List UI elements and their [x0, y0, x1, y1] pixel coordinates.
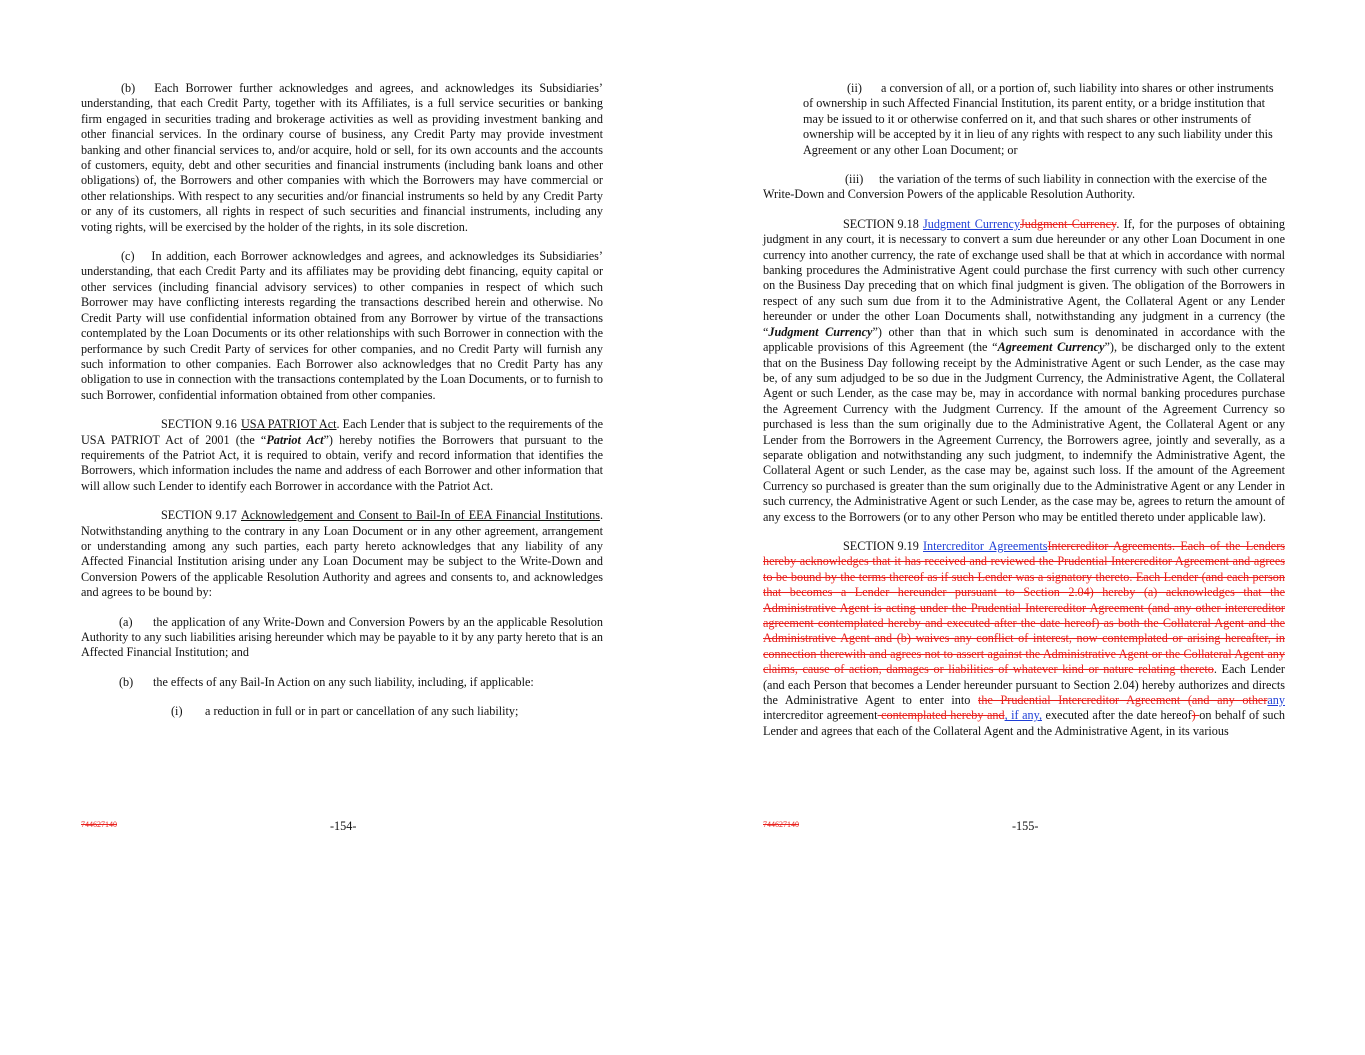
item-text: the application of any Write-Down and Conversion Powers by an the applicable Resolution Authority to any such liabilities arising hereunder which may be payable to it by any party hereto that is an Affected Financial Institution; and [81, 614, 603, 660]
deleted-text: contemplated hereby and [877, 708, 1005, 723]
section-number: SECTION 9.17 [161, 508, 237, 523]
item-label: (b) [119, 674, 134, 689]
inserted-title: Intercreditor Agreements [923, 538, 1048, 553]
section-9-16 [81, 417, 603, 494]
item-a [81, 615, 603, 661]
section-title: USA PATRIOT Act [241, 417, 337, 432]
section-number: SECTION 9.16 [161, 417, 237, 432]
inserted-title: Judgment Currency [923, 216, 1021, 231]
item-label: (ii) [847, 81, 862, 95]
deleted-text: ) [1191, 708, 1200, 723]
item-text: the effects of any Bail-In Action on any such liability, including, if applicable: [153, 674, 534, 689]
item-text: the variation of the terms of such liability in connection with the exercise of the Write-Down and Conversion Powers of the applicable Resolution Authority. [763, 172, 1267, 202]
section-9-18 [763, 217, 1285, 525]
section-text: on behalf of such Lender and agrees that each of the Collateral Agent and the Administrative Agent, in its various [763, 708, 1286, 738]
page-154 [0, 0, 682, 1055]
section-text: . Each Lender that is subject to the requirements of the USA PATRIOT Act of 2001 (the “ [81, 417, 604, 447]
item-label: (iii) [845, 172, 864, 187]
section-9-19 [763, 539, 1285, 739]
page-155 [682, 0, 1365, 1055]
deleted-text: the Prudential Intercreditor Agreement (and any other [977, 693, 1268, 708]
item-text: a conversion of all, or a portion of, such liability into shares or other instruments of ownership in such Affected Financial Institution, its parent entity, or a bridge institution that may be issued to it or otherwise conferred on it, and that such shares or other instruments of ownership will be accepted by it in lieu of any rights with respect to any such liability under this Agreement or any other Loan Document; or [803, 81, 1274, 157]
section-text: ”) hereby notifies the Borrowers that pursuant to the requirements of the Patriot Act, it is required to obtain, verify and record information that identifies the Borrowers, which information includes the name and address of each Borrower and other information that will allow such Lender to identify each Borrower in accordance with the Patriot Act. [81, 432, 604, 493]
deleted-title: Intercreditor Agreements [1047, 538, 1172, 553]
inserted-text: any [1267, 693, 1285, 708]
footer-doc-id: 744627140 [81, 820, 117, 829]
section-number: SECTION 9.19 [843, 538, 919, 553]
page-number: -154- [330, 819, 357, 833]
defined-term: Judgment Currency [768, 324, 873, 339]
item-label: (a) [119, 614, 133, 629]
section-text: executed after the date hereof [1042, 708, 1192, 723]
page-154-body [81, 81, 603, 734]
footer-doc-id: 744627140 [763, 820, 799, 829]
defined-term: Patriot Act [266, 432, 324, 447]
section-9-17 [81, 508, 603, 600]
section-text: ”) other than that in which such sum is denominated in accordance with the applicable provisions of this Agreement (the “ [763, 324, 1285, 355]
deleted-title: Judgment Currency [1020, 216, 1117, 231]
section-text: . Notwithstanding anything to the contrary in any Loan Document or in any other agreement, arrangement or understanding among any such parties, each party hereto acknowledges that any liability of any Affected Financial Institution arising under any Loan Document may be subject to the Write-Down and Conversion Powers of the applicable Resolution Authority and agrees and consents to, and acknowledges and agrees to be bound by: [81, 508, 603, 600]
item-text: a reduction in full or in part or cancellation of any such liability; [205, 704, 519, 719]
item-label: (i) [171, 704, 183, 719]
paragraph-c: (c) In addition, each Borrower acknowledges and agrees, and acknowledges its Subsidiaries’ understanding, that each Credit Party and its affiliates may be providing debt financing, equity capital or other services (including financial advisory services) to other companies in respect of which such Borrower may have conflicting interests regarding the transactions described herein and otherwise. No Credit Party will use confidential information obtained from any Borrower by virtue of the transactions contemplated by the Loan Documents or its other relationships with such Borrower in connection with the performance by such Credit Party of services for other companies, and no Credit Party will furnish any such information to other companies. Each Borrower also acknowledges that no Credit Party has any obligation to use in connection with the transactions contemplated by the Loan Documents, or to furnish to such Borrower, confidential information obtained from other companies. [81, 249, 603, 402]
section-text: ”), be discharged only to the extent that on the Business Day following receipt by the Administrative Agent or such Lender, as the case may be, of any sum adjudged to be so due in the Judgment Currency, the Administrative Agent, the Collateral Agent or such Lender, as the case may be, may in accordance with normal banking procedures purchase the Agreement Currency with the Judgment Currency. If the amount of the Agreement Currency so purchased is less than the sum originally due to the Administrative Agent, the Collateral Agent or any Lender from the Borrowers in the Agreement Currency, the Borrowers agree, jointly and severally, as a separate obligation and notwithstanding any such judgment, to indemnify the Administrative Agent, the Collateral Agent or such Lender, as the case may be, against such loss. If the amount of the Agreement Currency so purchased is greater than the sum originally due to the Administrative Agent or any Lender in such currency, the Administrative Agent or such Lender, as the case may be, agrees to return the amount of any excess to the Borrowers (or to any other Person who may be entitled thereto under applicable law). [763, 340, 1285, 524]
section-text: . Each Lender (and each Person that becomes a Lender hereunder pursuant to Section 2.04) hereby authorizes and directs the Administrative Agent to enter into [763, 662, 1285, 708]
section-text: . If, for the purposes of obtaining judgment in any court, it is necessary to convert a sum due hereunder or any other Loan Document in one currency into another currency, the rate of exchange used shall be that at which in accordance with normal banking procedures the Administrative Agent could purchase the first currency with such other currency on the Business Day preceding that on which final judgment is given. The obligation of the Borrowers in respect of any such sum due from it to the Administrative Agent, the Collateral Agent or any Lender hereunder or under the other Loan Documents shall, notwithstanding any judgment in a currency (the “ [763, 216, 1285, 339]
item-b [81, 675, 603, 690]
item-iii [763, 172, 1285, 203]
defined-term: Agreement Currency [997, 340, 1105, 355]
section-number: SECTION 9.18 [843, 216, 919, 231]
section-title: Acknowledgement and Consent to Bail-In of EEA Financial Institutions [241, 508, 600, 523]
section-text: intercreditor agreement [763, 708, 878, 723]
page-155-body [763, 81, 1285, 753]
paragraph-b: (b) Each Borrower further acknowledges and agrees, and acknowledges its Subsidiaries’ understanding, that each Credit Party, together with its Affiliates, is a full service securities or banking firm engaged in securities trading and brokerage activities as well as providing investment banking and other financial services. In the ordinary course of business, any Credit Party may provide investment banking and other financial services to, and/or acquire, hold or sell, for its own accounts and the accounts of customers, equity, debt and other securities and financial instruments (including bank loans and other obligations) of, the Borrowers and other companies with which the Borrowers may have commercial or other relationships. With respect to any securities and/or financial instruments so held by any Credit Party or any of its customers, all rights in respect of such securities and financial instruments, including any voting rights, will be exercised by the holder of the rights, in its sole discretion. [81, 81, 603, 234]
item-ii [763, 81, 1285, 158]
page-number: -155- [1012, 819, 1039, 833]
item-i [81, 704, 603, 719]
deleted-text: . Each of the Lenders hereby acknowledges that it has received and reviewed the Prudential Intercreditor Agreement and agrees to be bound by the terms thereof as if such Lender was a signatory thereto. Each Lender (and each person that becomes a Lender hereunder pursuant to Section 2.04) hereby (a) acknowledges that the Administrative Agent is acting under the Prudential Intercreditor Agreement (and any other intercreditor agreement contemplated hereby and executed after the date hereof) as both the Collateral Agent and the Administrative Agent and (b) waives any conflict of interest, now contemplated or arising hereafter, in connection therewith and agrees not to assert against the Administrative Agent or the Collateral Agent any claims, cause of action, damages or liabilities of whatever kind or nature relating thereto [763, 538, 1285, 677]
inserted-text: , if any, [1004, 708, 1042, 723]
